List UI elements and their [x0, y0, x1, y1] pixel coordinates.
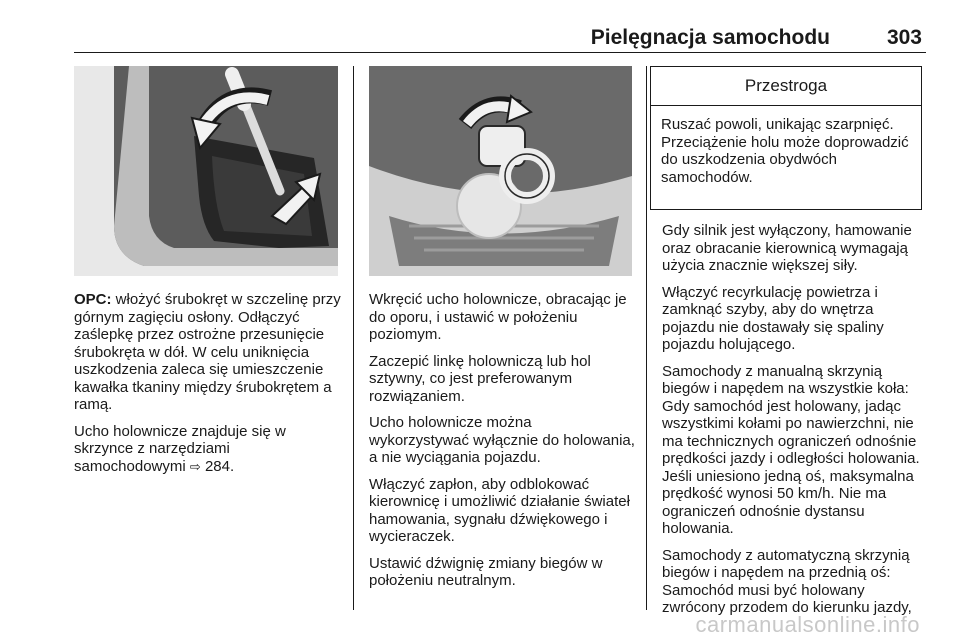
- column-divider-2: [646, 66, 647, 610]
- right-paragraph-1: Gdy silnik jest wyłączony, hamowanie oraz obracanie kierownicą wymagają użycia znacznie większej siły.: [662, 222, 912, 274]
- screwdriver-illustration: [74, 66, 338, 276]
- middle-paragraph-1: Wkręcić ucho holownicze, obracając je do oporu, i ustawić w położeniu poziomym.: [369, 291, 627, 343]
- right-paragraph-4: Samochody z automatyczną skrzynią biegów i napędem na przednią oś: Samochód musi być holowany zwrócony przodem do kierunku jazdy,: [662, 546, 912, 616]
- tow-hook-illustration-svg: [369, 66, 632, 276]
- page-ref-link[interactable]: 284.: [200, 457, 235, 475]
- tow-hook-illustration: [369, 66, 632, 276]
- caution-text: Ruszać powoli, unikając szarpnięć. Przeciążenie holu może doprowadzić do uszkodzenia obydwóch samochodów.: [661, 116, 909, 186]
- page-number: 303: [886, 26, 922, 49]
- caution-title: Przestroga: [651, 67, 921, 106]
- page-ref-arrow-icon: ⇨: [189, 458, 201, 474]
- left-paragraph-2: [74, 423, 344, 476]
- middle-paragraph-2: Zaczepić linkę holowniczą lub hol sztywny, co jest preferowanym rozwiązaniem.: [369, 352, 591, 405]
- screwdriver-illustration-svg: [74, 66, 338, 276]
- middle-text-column: [369, 291, 635, 599]
- right-paragraph-2: Włączyć recyrkulację powietrza i zamknąć szyby, aby do wnętrza pojazdu nie dostawały się spaliny pojazdu holującego.: [662, 283, 884, 353]
- middle-paragraph-3: Ucho holownicze można wykorzystywać wyłącznie do holowania, a nie wyciągania pojazdu.: [369, 414, 635, 466]
- left-text-column: [74, 291, 344, 484]
- page-header-title: Pielęgnacja samochodu: [590, 26, 830, 49]
- middle-paragraph-4: Włączyć zapłon, aby odblokować kierownicę i umożliwić działanie świateł hamowania, sygnału dźwiękowego i wycieraczek.: [369, 475, 630, 545]
- tow-eye-location-text: Ucho holownicze znajduje się w skrzynce z narzędziami samochodowymi: [74, 422, 286, 475]
- header-divider: [74, 52, 926, 53]
- right-text-column: [662, 222, 928, 626]
- column-divider-1: [353, 66, 354, 610]
- opc-instructions: włożyć śrubokręt w szczelinę przy górnym zagięciu osłony. Odłączyć zaślepkę przez ostrożne przesunięcie śrubokręta w dół. W celu uniknięcia uszkodzenia zaleca się umieszczenie kawałka tkaniny między śrubokrętem a ramą.: [74, 291, 341, 413]
- caution-box: [650, 66, 922, 210]
- middle-paragraph-5: Ustawić dźwignię zmiany biegów w położeniu neutralnym.: [369, 554, 603, 589]
- right-paragraph-3: Samochody z manualną skrzynią biegów i napędem na wszystkie koła: Gdy samochód jest holowany, jadąc wszystkimi kołami po nawierzchni, nie ma technicznych ograniczeń odnośnie prędkości jazdy i odległości holowania. Jeśli uniesiono jedną oś, maksymalna prędkość wynosi 50 km/h. Nie ma ograniczeń odnośnie dystansu holowania.: [662, 362, 920, 537]
- left-paragraph-1: [74, 291, 344, 414]
- watermark-text: carmanualsonline.info: [695, 612, 920, 637]
- opc-label: OPC:: [74, 291, 112, 308]
